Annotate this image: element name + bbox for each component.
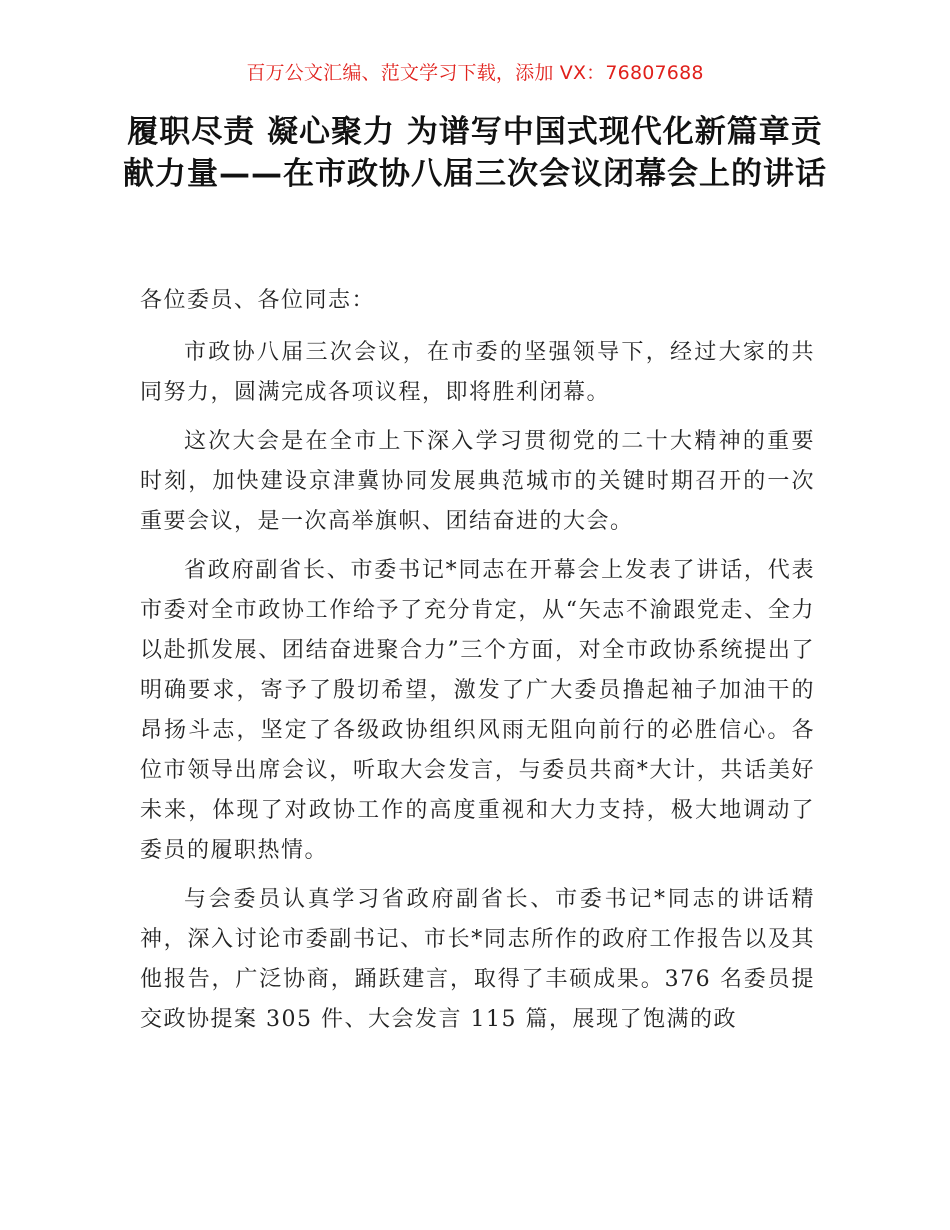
document-body	[140, 281, 815, 1049]
header-banner: 百万公文汇编、范文学习下载，添加 VX：76807688	[246, 62, 704, 84]
body-paragraph: 市政协八届三次会议，在市委的坚强领导下，经过大家的共同努力，圆满完成各项议程，即将胜利闭幕。	[140, 340, 815, 405]
body-paragraph: 与会委员认真学习省政府副省长、市委书记*同志的讲话精神，深入讨论市委副书记、市长*同志所作的政府工作报告以及其他报告，广泛协商，踊跃建言，取得了丰硕成果。376 名委员提交政协提案 305 件、大会发言 115 篇，展现了饱满的政	[140, 887, 815, 1032]
body-paragraph: 省政府副省长、市委书记*同志在开幕会上发表了讲话，代表市委对全市政协工作给予了充分肯定，从“矢志不渝跟党走、全力以赴抓发展、团结奋进聚合力”三个方面，对全市政协系统提出了明确要求，寄予了殷切希望，激发了广大委员撸起袖子加油干的昂扬斗志，坚定了各级政协组织风雨无阻向前行的必胜信心。各位市领导出席会议，听取大会发言，与委员共商*大计，共话美好未来，体现了对政协工作的高度重视和大力支持，极大地调动了委员的履职热情。	[140, 558, 815, 863]
document-title: 履职尽责 凝心聚力 为谱写中国式现代化新篇章贡献力量——在市政协八届三次会议闭幕会上的讲话	[123, 114, 827, 192]
body-paragraph: 这次大会是在全市上下深入学习贯彻党的二十大精神的重要时刻，加快建设京津冀协同发展典范城市的关键时期召开的一次重要会议，是一次高举旗帜、团结奋进的大会。	[140, 429, 815, 534]
salutation: 各位委员、各位同志：	[140, 288, 376, 313]
